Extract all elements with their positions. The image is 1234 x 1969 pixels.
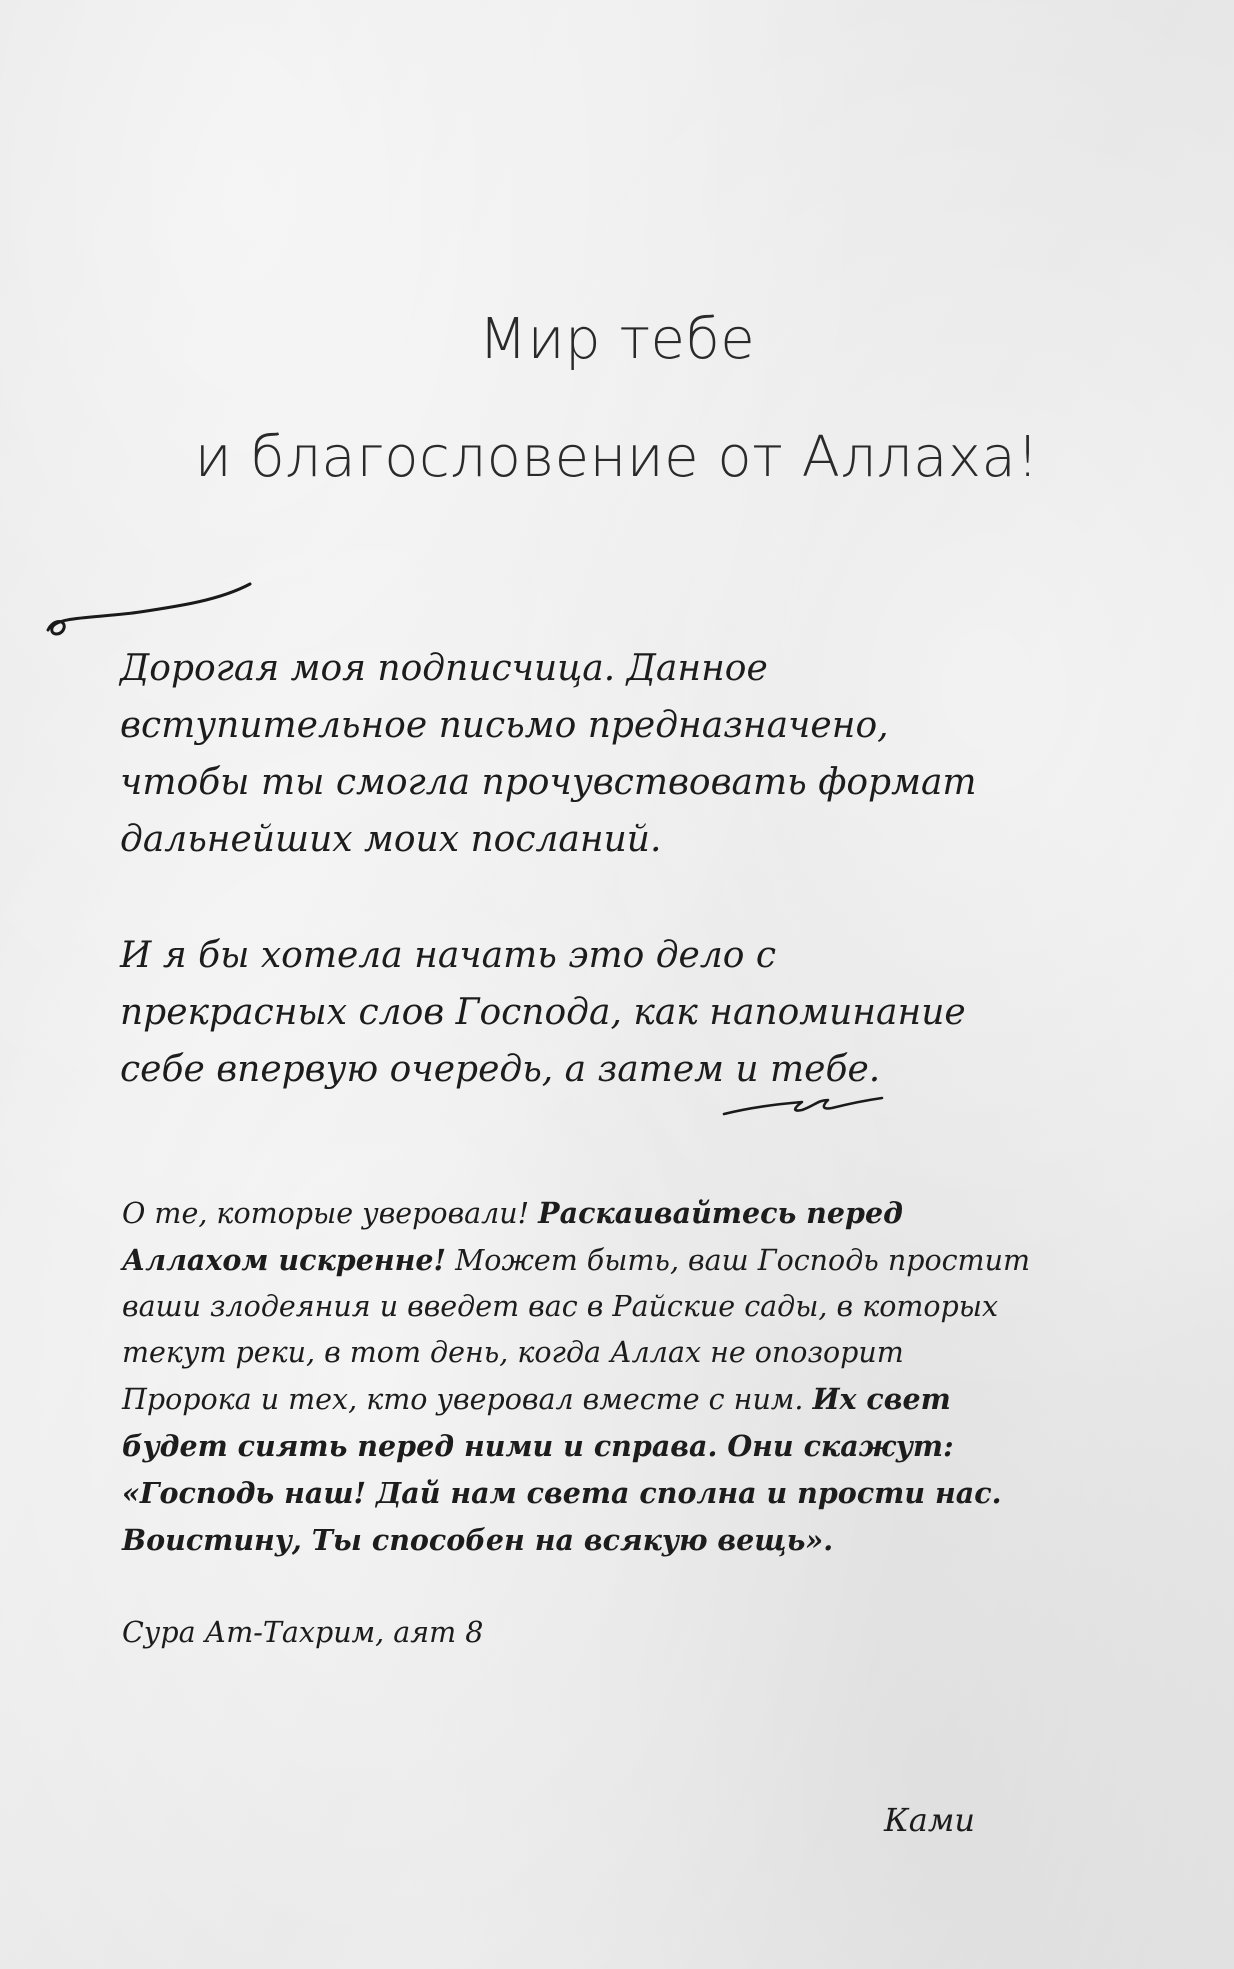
quote-line: ваши злодеяния и введет вас в Райские сады, в которых	[122, 1290, 999, 1323]
quote-line	[122, 1237, 1082, 1284]
intro-line: чтобы ты смогла прочувствовать формат	[120, 762, 977, 803]
quote-line	[122, 1423, 1082, 1470]
quote-emphasis: Их свет	[812, 1382, 951, 1416]
intro-line: дальнейших моих посланий.	[120, 819, 662, 860]
intro-line: вступительное письмо предназначено,	[120, 705, 889, 746]
intro-paragraph	[120, 640, 1120, 868]
reminder-line: себе впервую очередь, а затем и тебе.	[120, 1049, 881, 1090]
quote-text: Пророка и тех, кто уверовал вместе с ним.	[122, 1383, 813, 1416]
quran-quote	[122, 1190, 1082, 1564]
quote-line	[122, 1470, 1082, 1517]
quote-text: Может быть, ваш Господь простит	[446, 1244, 1030, 1277]
intro-line: Дорогая моя подписчица. Данное	[120, 648, 768, 689]
quote-line	[122, 1190, 1082, 1237]
reminder-line: прекрасных слов Господа, как напоминание	[120, 992, 966, 1033]
quote-emphasis: Раскаивайтесь перед	[538, 1196, 903, 1230]
quote-line	[122, 1517, 1082, 1564]
quote-emphasis: «Господь наш! Дай нам света сполна и прости нас.	[122, 1476, 1002, 1510]
reminder-paragraph	[120, 927, 1120, 1098]
quote-emphasis: Воистину, Ты способен на всякую вещь».	[122, 1523, 834, 1557]
greeting-line-2: и благословение от Аллаха!	[194, 425, 1040, 490]
quote-line	[122, 1376, 1082, 1423]
signature: Ками	[884, 1801, 975, 1839]
handwritten-underline-icon	[718, 1086, 888, 1122]
quote-line: текут реки, в тот день, когда Аллах не опозорит	[122, 1336, 904, 1369]
greeting-line-1: Мир тебе	[478, 307, 756, 372]
quote-source: Сура Ат-Тахрим, аят 8	[122, 1616, 484, 1649]
quote-emphasis: Аллахом искренне!	[122, 1243, 447, 1277]
quote-emphasis: будет сиять перед ними и справа. Они скажут:	[122, 1429, 954, 1463]
quote-text: О те, которые уверовали!	[122, 1197, 539, 1230]
decorative-squiggle-icon	[40, 578, 260, 640]
reminder-line: И я бы хотела начать это дело с	[120, 935, 777, 976]
